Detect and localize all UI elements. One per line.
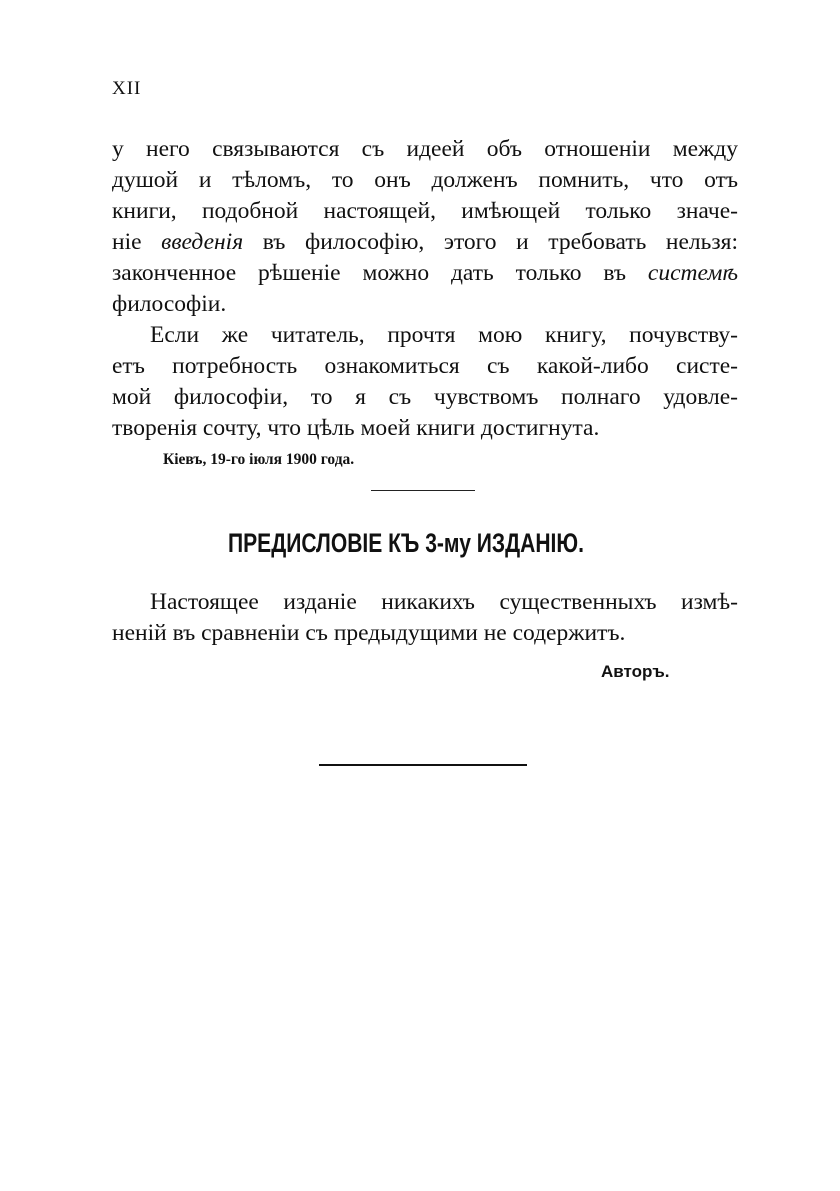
- date-line: Кіевъ, 19-го іюля 1900 года.: [163, 451, 355, 468]
- introduction-text: [112, 134, 738, 444]
- emphasis-term: системѣ: [647, 260, 738, 286]
- preface-text: [112, 587, 738, 649]
- text-line: Настоящее изданіе никакихъ существенныхъ измѣ-: [150, 589, 738, 615]
- preface-heading: ПРЕДИСЛОВІЕ КЪ 3-му ИЗДАНІЮ.: [228, 528, 584, 558]
- text-line: философіи.: [112, 291, 227, 317]
- text-line: у него связываются съ идеей объ отношеніи между: [112, 136, 738, 162]
- section-divider: [371, 490, 475, 491]
- text-line: [112, 258, 738, 289]
- text-line: душой и тѣломъ, то онъ долженъ помнить, что отъ: [112, 167, 738, 193]
- text-segment: ніе: [112, 229, 162, 255]
- text-line: мой философіи, то я съ чувствомъ полнаго удовле-: [112, 384, 738, 410]
- text-segment: въ философію, этого и требовать нельзя:: [243, 229, 738, 255]
- text-line: неній въ сравненіи съ предыдущими не содержитъ.: [112, 620, 626, 646]
- author-signature: Авторъ.: [601, 662, 670, 681]
- emphasis-term: введенія: [161, 229, 244, 255]
- page-number: XII: [112, 78, 142, 99]
- text-line: [112, 227, 738, 258]
- text-line: етъ потребность ознакомиться съ какой-либо систе-: [112, 353, 738, 379]
- text-line: книги, подобной настоящей, имѣющей только значе-: [112, 198, 738, 224]
- text-line: Если же читатель, прочтя мою книгу, почувству-: [150, 322, 738, 348]
- text-line: творенія сочту, что цѣль моей книги достигнута.: [112, 415, 600, 441]
- end-divider: [319, 764, 527, 766]
- text-segment: законченное рѣшеніе можно дать только въ: [112, 260, 648, 286]
